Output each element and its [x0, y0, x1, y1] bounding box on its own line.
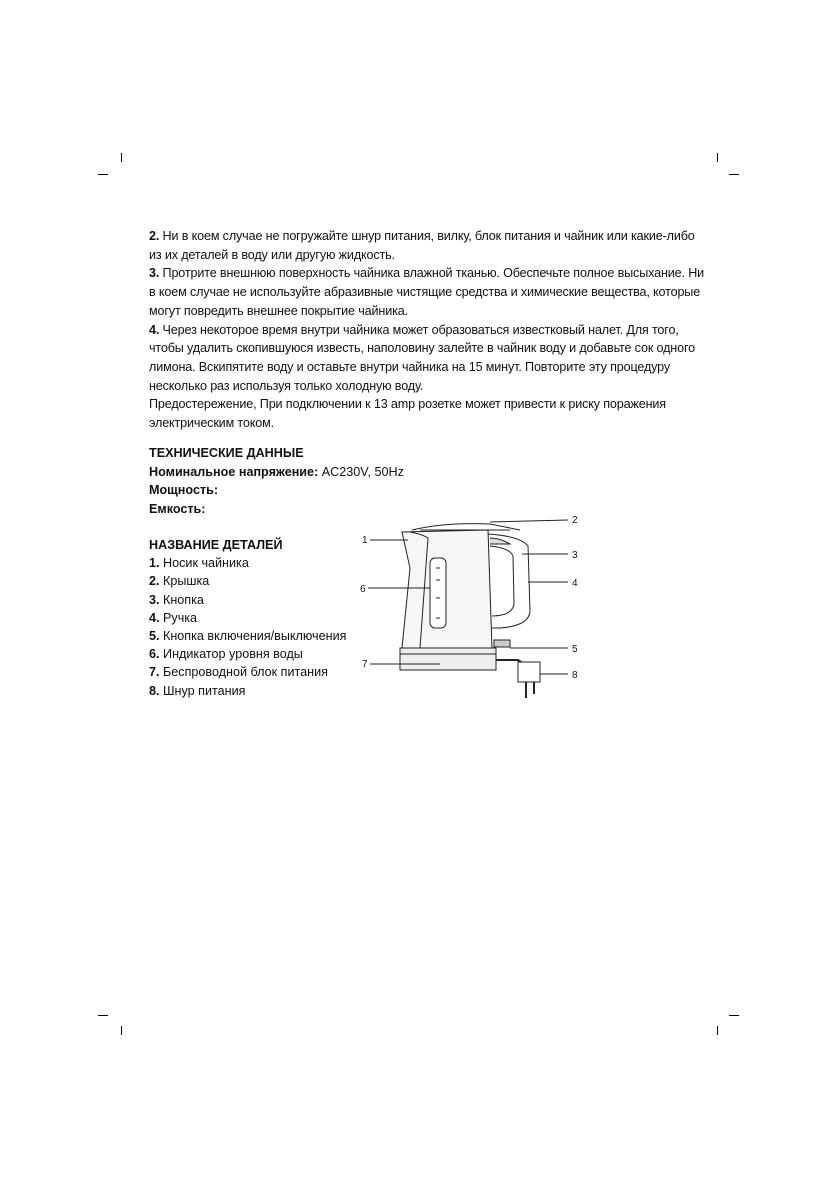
power-row: Мощность:	[149, 483, 219, 498]
crop-mark-top-right-v	[717, 153, 718, 162]
crop-mark-bottom-left-h	[98, 1015, 108, 1016]
warning-text: Предостережение, При подключении к 13 amp розетке может привести к риску поражения электрическим током.	[149, 397, 666, 431]
capacity-row: Емкость:	[149, 502, 206, 517]
kettle-body	[402, 530, 492, 648]
callout-3: 3	[572, 550, 578, 561]
list-item: 6. Индикатор уровня воды	[149, 647, 303, 662]
instruction-item: 4. Через некоторое время внутри чайника может образоваться известковый налет. Для того, чтобы удалить скопившуюся известь, наполовину залейте в чайник воду и добавьте сок одного лимона. Вскипятите воду и оставьте внутри чайника на 15 минут. Повторите эту процедуру несколько раз используя только холодную воду.	[149, 322, 695, 393]
crop-mark-top-left-v	[121, 153, 122, 162]
callout-5: 5	[572, 644, 578, 655]
callout-4: 4	[572, 578, 578, 589]
list-item: 8. Шнур питания	[149, 683, 246, 698]
instruction-item: 3. Протрите внешнюю поверхность чайника влажной тканью. Обеспечьте полное высыхание. Ни в коем случае не используйте абразивные чистящие средства и химические вещества, которые могут повредить внешнее покрытие чайника.	[149, 266, 705, 318]
button-shape	[490, 538, 510, 544]
crop-mark-top-left-h	[98, 174, 108, 175]
list-item: 1. Носик чайника	[149, 556, 249, 571]
list-item: 5. Кнопка включения/выключения	[149, 629, 347, 644]
plug	[518, 662, 540, 682]
callout-8: 8	[572, 670, 578, 681]
technical-data-title: ТЕХНИЧЕСКИЕ ДАННЫЕ	[149, 446, 304, 460]
kettle-diagram	[350, 508, 590, 708]
crop-mark-bottom-right-v	[717, 1026, 718, 1035]
leader-line-2	[490, 520, 568, 522]
parts-list	[149, 536, 346, 700]
switch-shape	[494, 640, 510, 647]
handle-outer	[488, 534, 530, 628]
crop-mark-top-right-h	[729, 174, 739, 175]
callout-7: 7	[362, 659, 368, 670]
list-item: 2. Крышка	[149, 574, 210, 589]
crop-mark-bottom-left-v	[121, 1026, 122, 1035]
base-shape	[400, 648, 496, 670]
lid-outline	[412, 524, 520, 530]
list-item: 7. Беспроводной блок питания	[149, 665, 328, 680]
handle-inner	[490, 546, 514, 616]
voltage-row: Номинальное напряжение: AC230V, 50Hz	[149, 464, 404, 479]
kettle-illustration	[350, 508, 590, 708]
callout-1: 1	[362, 535, 368, 546]
callout-6: 6	[360, 584, 366, 595]
list-item: 4. Ручка	[149, 610, 198, 625]
crop-mark-bottom-right-h	[729, 1015, 739, 1016]
parts-title: НАЗВАНИЕ ДЕТАЛЕЙ	[149, 538, 283, 552]
cleaning-instructions	[149, 227, 709, 433]
instruction-item: 2. Ни в коем случае не погружайте шнур питания, вилку, блок питания и чайник или какие-либо из их деталей в воду или другую жидкость.	[149, 229, 695, 262]
list-item: 3. Кнопка	[149, 592, 204, 607]
callout-2: 2	[572, 515, 578, 526]
